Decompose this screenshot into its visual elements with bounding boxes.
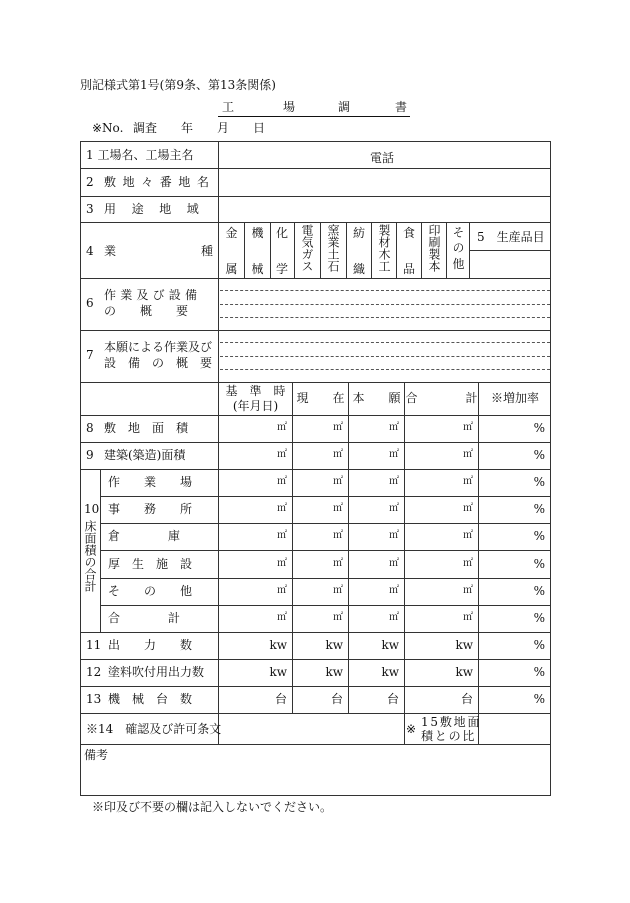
- kw-unit: kw: [381, 665, 399, 679]
- product-label: 5 生産品目: [477, 230, 545, 244]
- kw-unit: kw: [325, 638, 343, 652]
- percent-unit: %: [533, 448, 545, 462]
- row12-num: 12: [86, 665, 102, 679]
- title-underline: [218, 116, 410, 117]
- sqm-unit: ㎡: [463, 422, 473, 433]
- sqm-unit: ㎡: [333, 558, 343, 569]
- row6-num: 6: [86, 296, 94, 310]
- row7-num: 7: [86, 348, 94, 362]
- count-unit: 台: [386, 692, 399, 706]
- sqm-unit: ㎡: [333, 503, 343, 514]
- sqm-unit: ㎡: [463, 612, 473, 623]
- title-char-3: 調: [338, 100, 351, 114]
- footnote: ※印及び不要の欄は記入しないでください。: [92, 800, 333, 814]
- count-unit: 台: [460, 692, 473, 706]
- row8-num: 8: [86, 421, 94, 435]
- kw-unit: kw: [381, 638, 399, 652]
- industry-ceramics-stone: 窯業土石: [326, 224, 340, 272]
- industry-bottom: 属: [225, 262, 238, 276]
- row10-num: 10: [84, 502, 100, 516]
- sqm-unit: ㎡: [389, 503, 399, 514]
- floor-item: そ の 他: [108, 584, 193, 598]
- percent-unit: %: [533, 529, 545, 543]
- row13-num: 13: [86, 692, 102, 706]
- row4-num: 4: [86, 244, 94, 258]
- sqm-unit: ㎡: [389, 422, 399, 433]
- percent-unit: %: [533, 611, 545, 625]
- percent-unit: %: [533, 557, 545, 571]
- industry-top: 金: [225, 226, 238, 240]
- percent-unit: %: [533, 638, 545, 652]
- sqm-unit: ㎡: [333, 422, 343, 433]
- sqm-unit: ㎡: [277, 449, 287, 460]
- sqm-unit: ㎡: [277, 612, 287, 623]
- sqm-unit: ㎡: [277, 530, 287, 541]
- sqm-unit: ㎡: [333, 612, 343, 623]
- col-kijun-sub: (年月日): [232, 399, 279, 413]
- percent-unit: %: [533, 692, 545, 706]
- row3-num: 3: [86, 202, 94, 216]
- industry-lumber-wood: 製材木工: [377, 224, 391, 272]
- remarks-label: 備考: [84, 748, 109, 762]
- industry-bottom: 品: [402, 262, 415, 276]
- sqm-unit: ㎡: [277, 558, 287, 569]
- sqm-unit: ㎡: [389, 612, 399, 623]
- industry-printing: 印刷製本: [427, 224, 441, 272]
- industry-bottom: 械: [251, 262, 264, 276]
- sqm-unit: ㎡: [463, 449, 473, 460]
- phone-label: 電話: [370, 151, 395, 165]
- form-label: 別記様式第1号(第9条、第13条関係): [80, 78, 276, 92]
- row7-line2: 設 備 の 概 要: [104, 356, 213, 370]
- row8-label: 敷 地 面 積: [104, 421, 189, 435]
- floor-area-total-label: 床面積の合計: [83, 520, 97, 592]
- industry-bottom: 織: [352, 262, 365, 276]
- row7-line1: 本願による作業及び: [104, 340, 213, 354]
- row3-label: 用途地域: [104, 202, 215, 216]
- no-label: ※No.: [92, 121, 124, 135]
- sqm-unit: ㎡: [277, 585, 287, 596]
- kw-unit: kw: [269, 638, 287, 652]
- count-unit: 台: [330, 692, 343, 706]
- percent-unit: %: [533, 475, 545, 489]
- row15-mark: ※: [406, 722, 417, 736]
- sqm-unit: ㎡: [333, 476, 343, 487]
- col-hongan: 本 願: [352, 391, 401, 405]
- sqm-unit: ㎡: [463, 585, 473, 596]
- sqm-unit: ㎡: [389, 449, 399, 460]
- industry-other: その他: [451, 226, 465, 273]
- count-unit: 台: [274, 692, 287, 706]
- sqm-unit: ㎡: [389, 530, 399, 541]
- floor-item: 合 計: [108, 611, 181, 625]
- row15-line2: 積との比: [421, 729, 477, 743]
- sqm-unit: ㎡: [389, 558, 399, 569]
- kw-unit: kw: [455, 665, 473, 679]
- industry-top: 食: [402, 226, 415, 240]
- row4-label-a: 業: [104, 244, 117, 258]
- row14-label: ※14 確認及び許可条文: [86, 722, 222, 736]
- row11-label: 出 力 数: [108, 638, 193, 652]
- row9-label: 建築(築造)面積: [104, 448, 186, 462]
- sqm-unit: ㎡: [333, 449, 343, 460]
- percent-unit: %: [533, 584, 545, 598]
- sqm-unit: ㎡: [463, 476, 473, 487]
- row12-label: 塗料吹付用出力数: [108, 665, 205, 679]
- row6-line1: 作業及び設備: [104, 288, 202, 302]
- kw-unit: kw: [455, 638, 473, 652]
- row1-label: 1 工場名、工場主名: [86, 148, 194, 162]
- row9-num: 9: [86, 448, 94, 462]
- col-kijun: 基 準 時: [225, 384, 286, 398]
- kw-unit: kw: [269, 665, 287, 679]
- industry-top: 紡: [352, 226, 365, 240]
- col-genzai: 現 在: [296, 391, 345, 405]
- percent-unit: %: [533, 665, 545, 679]
- title-char-1: 工: [222, 100, 235, 114]
- col-zouka: ※増加率: [490, 391, 539, 405]
- row2-label: 敷地々番地名: [104, 175, 216, 189]
- kw-unit: kw: [325, 665, 343, 679]
- industry-electric-gas: 電気ガス: [300, 224, 314, 272]
- floor-item: 倉 庫: [108, 529, 181, 543]
- industry-top: 機: [251, 226, 264, 240]
- industry-top: 化: [275, 226, 288, 240]
- row13-label: 機 械 台 数: [108, 692, 193, 706]
- row6-line2: の 概 要: [104, 304, 189, 318]
- sqm-unit: ㎡: [463, 530, 473, 541]
- percent-unit: %: [533, 502, 545, 516]
- floor-item: 事 務 所: [108, 502, 193, 516]
- survey-date-label: 調査 年 月 日: [133, 121, 266, 135]
- row11-num: 11: [86, 638, 102, 652]
- row2-num: 2: [86, 175, 94, 189]
- industry-bottom: 学: [275, 262, 288, 276]
- percent-unit: %: [533, 421, 545, 435]
- sqm-unit: ㎡: [277, 422, 287, 433]
- sqm-unit: ㎡: [463, 503, 473, 514]
- sqm-unit: ㎡: [333, 585, 343, 596]
- sqm-unit: ㎡: [333, 530, 343, 541]
- sqm-unit: ㎡: [277, 503, 287, 514]
- sqm-unit: ㎡: [463, 558, 473, 569]
- title-char-2: 場: [283, 100, 296, 114]
- sqm-unit: ㎡: [389, 476, 399, 487]
- title-char-4: 書: [395, 100, 408, 114]
- col-goukei: 合 計: [405, 391, 478, 405]
- sqm-unit: ㎡: [389, 585, 399, 596]
- sqm-unit: ㎡: [277, 476, 287, 487]
- row15-line1: 15敷地面: [421, 715, 482, 729]
- floor-item: 作 業 場: [108, 475, 193, 489]
- row4-label-b: 種: [201, 244, 214, 258]
- floor-item: 厚 生 施 設: [108, 557, 193, 571]
